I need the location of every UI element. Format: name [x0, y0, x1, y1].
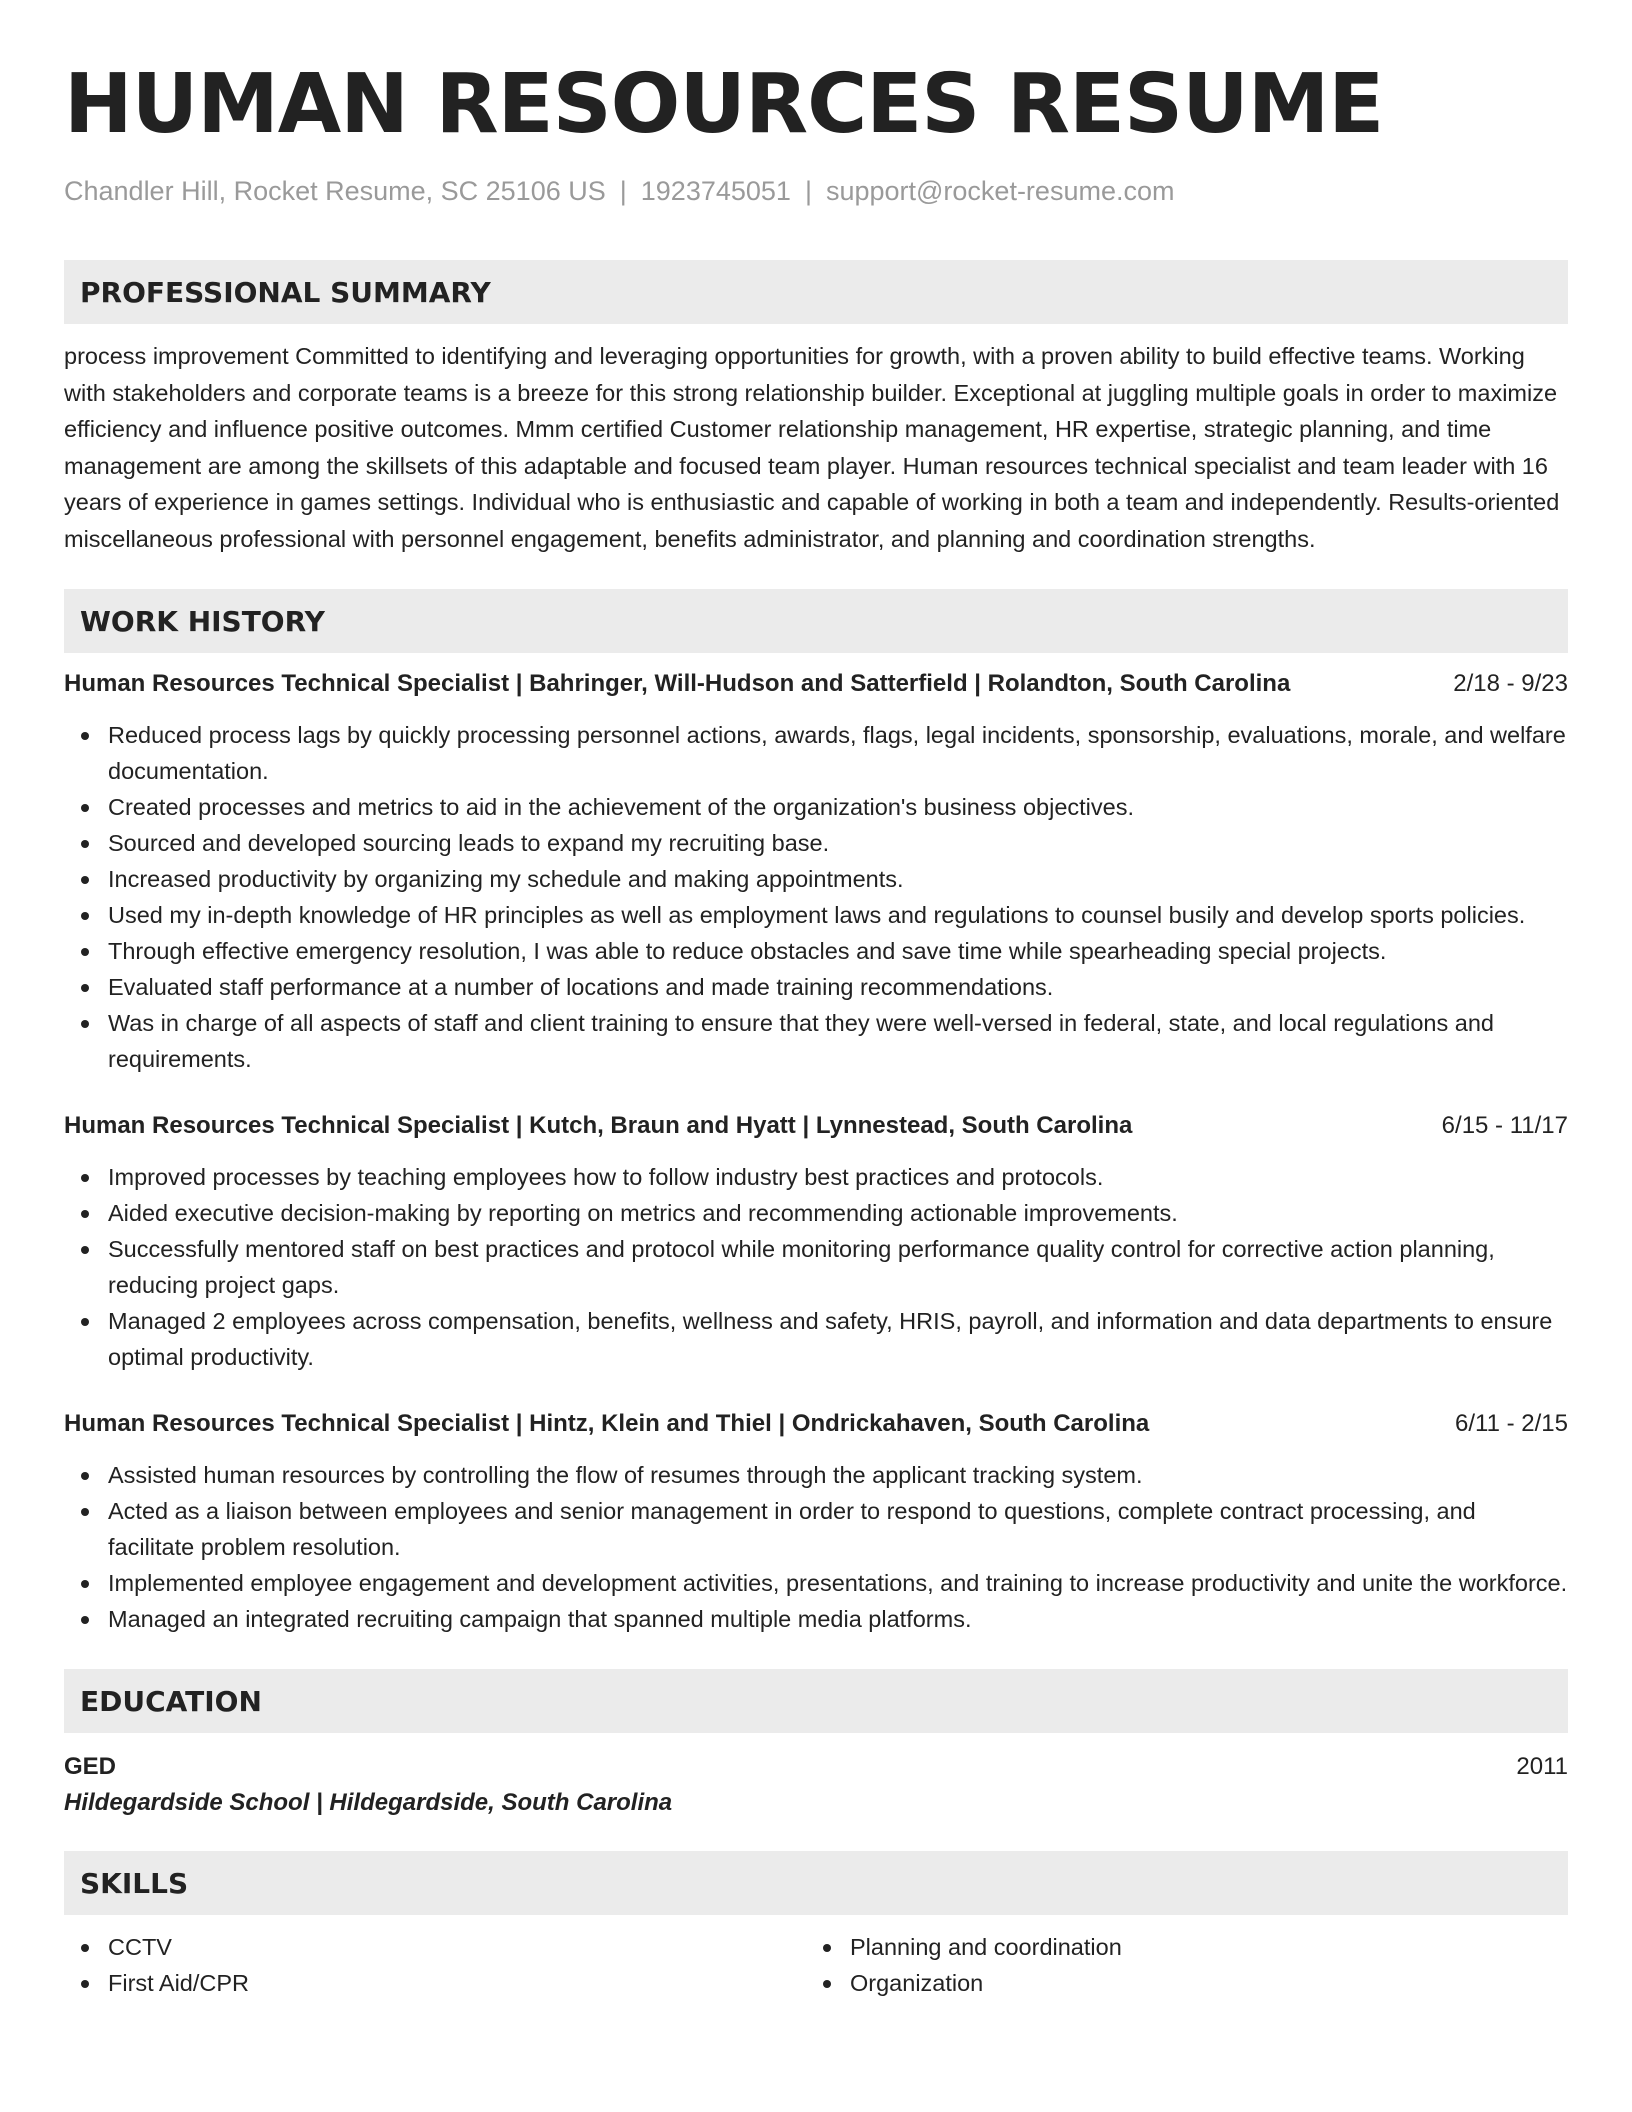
skill-item: Planning and coordination [850, 1929, 1548, 1965]
job-bullet: Used my in-depth knowledge of HR principles as well as employment laws and regulations to counsel busily and develop sports policies. [108, 897, 1568, 933]
contact-email: support@rocket-resume.com [825, 176, 1175, 206]
contact-line [64, 174, 1568, 208]
job-header [64, 1407, 1568, 1441]
education-entry [64, 1749, 1568, 1821]
job-bullet: Implemented employee engagement and development activities, presentations, and training to increase productivity and unite the workforce. [108, 1565, 1568, 1601]
contact-separator: | [804, 176, 812, 206]
contact-phone: 1923745051 [640, 176, 791, 206]
contact-separator: | [619, 176, 627, 206]
skills-column-right [806, 1929, 1548, 2001]
job-bullet: Managed an integrated recruiting campaign that spanned multiple media platforms. [108, 1601, 1568, 1637]
job-bullets [64, 717, 1568, 1077]
job-entry [64, 1109, 1568, 1375]
section-heading-summary: PROFESSIONAL SUMMARY [64, 260, 1568, 324]
job-bullet: Assisted human resources by controlling the flow of resumes through the applicant tracking system. [108, 1457, 1568, 1493]
job-bullet: Sourced and developed sourcing leads to expand my recruiting base. [108, 825, 1568, 861]
job-bullet: Successfully mentored staff on best practices and protocol while monitoring performance quality control for corrective action planning, reducing project gaps. [108, 1231, 1568, 1303]
job-header [64, 1109, 1568, 1143]
section-heading-skills: SKILLS [64, 1851, 1568, 1915]
education-degree: GED [64, 1753, 117, 1780]
contact-address: Chandler Hill, Rocket Resume, SC 25106 US [64, 176, 606, 206]
job-bullet: Aided executive decision-making by reporting on metrics and recommending actionable improvements. [108, 1195, 1568, 1231]
job-bullets [64, 1159, 1568, 1375]
job-date: 2/18 - 9/23 [1453, 670, 1568, 697]
job-entry [64, 667, 1568, 1077]
job-title: Human Resources Technical Specialist | Hintz, Klein and Thiel | Ondrickahaven, South Carolina [64, 1410, 1150, 1437]
job-bullet: Reduced process lags by quickly processing personnel actions, awards, flags, legal incidents, sponsorship, evaluations, morale, and welfare documentation. [108, 717, 1568, 789]
education-school: Hildegardside School | Hildegardside, South Carolina [64, 1789, 673, 1816]
job-title: Human Resources Technical Specialist | Bahringer, Will-Hudson and Satterfield | Rolandton, South Carolina [64, 670, 1291, 697]
section-heading-education: EDUCATION [64, 1669, 1568, 1733]
summary-text: process improvement Committed to identifying and leveraging opportunities for growth, with a proven ability to build effective teams. Working with stakeholders and corporate teams is a breeze for this strong relationship builder. Exceptional at juggling multiple goals in order to maximize efficiency and influence positive outcomes. Mmm certified Customer relationship management, HR expertise, strategic planning, and time management are among the skillsets of this adaptable and focused team player. Human resources technical specialist and team leader with 16 years of experience in games settings. Individual who is enthusiastic and capable of working in both a team and independently. Results-oriented miscellaneous professional with personnel engagement, benefits administrator, and planning and coordination strengths. [64, 343, 1560, 552]
section-heading-work-history: WORK HISTORY [64, 589, 1568, 653]
job-bullets [64, 1457, 1568, 1637]
skills-column-left [64, 1929, 806, 2001]
job-bullet: Improved processes by teaching employees how to follow industry best practices and protocols. [108, 1159, 1568, 1195]
skill-item: Organization [850, 1965, 1548, 2001]
skill-item: First Aid/CPR [108, 1965, 806, 2001]
job-bullet: Through effective emergency resolution, I was able to reduce obstacles and save time while spearheading special projects. [108, 933, 1568, 969]
resume-title: HUMAN RESOURCES RESUME [64, 57, 1384, 152]
job-bullet: Acted as a liaison between employees and senior management in order to respond to questions, complete contract processing, and facilitate problem resolution. [108, 1493, 1568, 1565]
job-date: 6/15 - 11/17 [1441, 1112, 1568, 1139]
job-entry [64, 1407, 1568, 1637]
education-header [64, 1749, 1568, 1785]
job-bullet: Evaluated staff performance at a number of locations and made training recommendations. [108, 969, 1568, 1005]
job-header [64, 667, 1568, 701]
skills-columns [64, 1929, 1568, 2001]
job-bullet: Managed 2 employees across compensation, benefits, wellness and safety, HRIS, payroll, and information and data departments to ensure optimal productivity. [108, 1303, 1568, 1375]
education-year: 2011 [1516, 1753, 1568, 1780]
job-bullet: Created processes and metrics to aid in the achievement of the organization's business objectives. [108, 789, 1568, 825]
job-bullet: Was in charge of all aspects of staff and client training to ensure that they were well-versed in federal, state, and local regulations and requirements. [108, 1005, 1568, 1077]
job-date: 6/11 - 2/15 [1455, 1410, 1568, 1437]
job-title: Human Resources Technical Specialist | Kutch, Braun and Hyatt | Lynnestead, South Carolina [64, 1112, 1133, 1139]
job-bullet: Increased productivity by organizing my schedule and making appointments. [108, 861, 1568, 897]
skill-item: CCTV [108, 1929, 806, 1965]
